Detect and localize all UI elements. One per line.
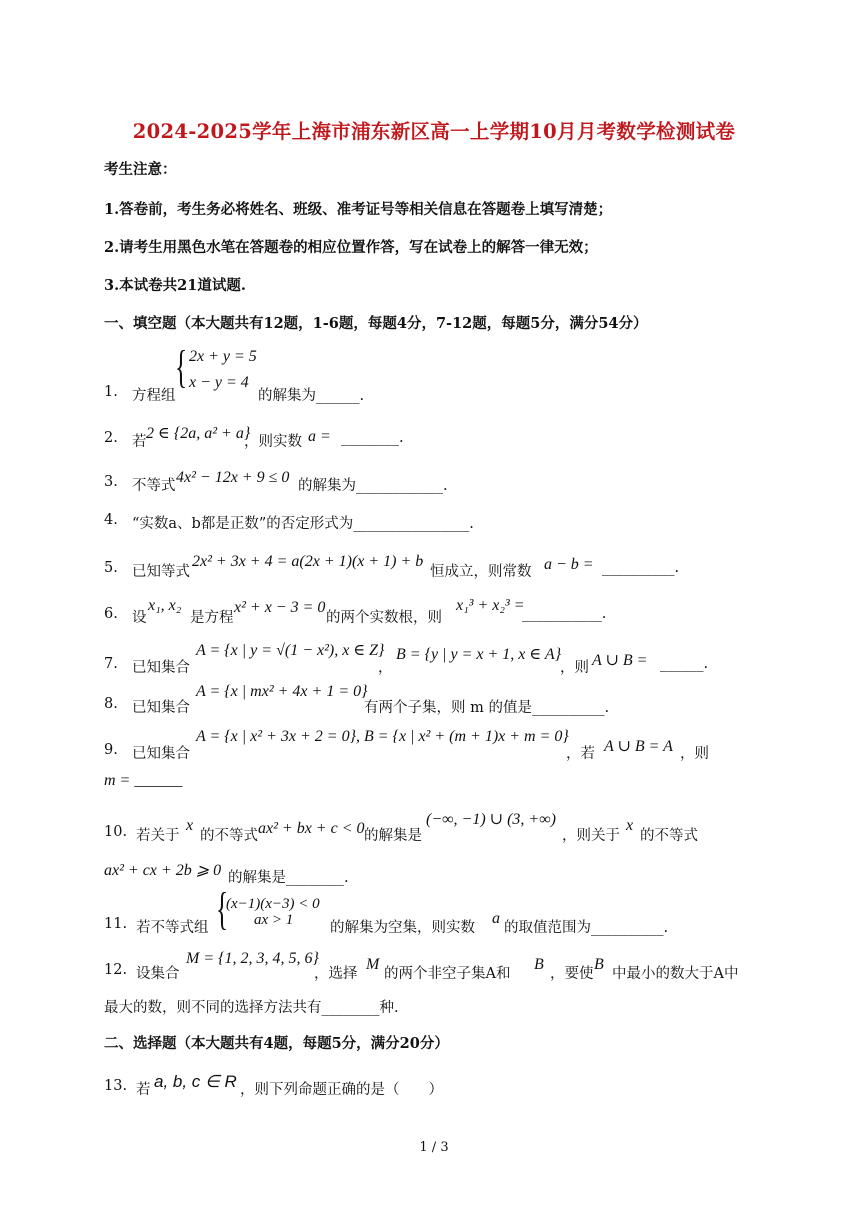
question-3-number: 3. — [104, 474, 118, 490]
notice-item-2: 2.请考生用黑色水笔在答题卷的相应位置作答，写在试卷上的解答一律无效； — [104, 239, 598, 256]
question-6-text: 是方程 — [190, 610, 234, 626]
question-10-prefix: 若关于 — [136, 828, 180, 844]
system-brace: { — [175, 341, 188, 392]
question-4-text: “实数a、b都是正数”的否定形式为________________. — [132, 516, 474, 532]
question-2-math: 2 ∈ {2a, a² + a} — [146, 425, 251, 442]
question-9-prefix: 已知集合 — [132, 746, 190, 762]
question-10-suffix: 的解集是________. — [228, 870, 349, 886]
question-10-variable: x — [186, 817, 194, 834]
notice-heading: 考生注意： — [104, 161, 177, 178]
question-10-number: 10. — [104, 824, 128, 840]
question-12-set: M = {1, 2, 3, 4, 5, 6} — [186, 950, 319, 967]
question-10-inequality: ax² + bx + c < 0 — [258, 820, 365, 837]
inequality-2: ax > 1 — [254, 912, 294, 928]
question-7-set-b: B = {y | y = x + 1, x ∈ A} — [396, 646, 562, 663]
question-2-number: 2. — [104, 430, 118, 446]
equation-1: 2x + y = 5 — [189, 348, 257, 365]
question-10-text-2: 的解集是 — [364, 828, 422, 844]
question-12-line-2: 最大的数，则不同的选择方法共有________种. — [104, 1000, 399, 1016]
question-3-prefix: 不等式 — [132, 478, 176, 494]
question-1-prefix: 方程组 — [132, 388, 176, 404]
page-title: 2024-2025学年上海市浦东新区高一上学期10月月考数学检测试卷 — [132, 120, 736, 143]
question-11-number: 11. — [104, 916, 128, 932]
question-2-prefix: 若 — [132, 434, 147, 450]
question-11-text: 的解集为空集，则实数 — [330, 920, 475, 936]
question-9-condition: A ∪ B = A — [604, 738, 673, 755]
question-10-inequality-2: ax² + cx + 2b ⩾ 0 — [104, 862, 222, 879]
question-5-blank: __________. — [602, 560, 680, 576]
question-12-text-3: ，要使 — [550, 966, 594, 982]
question-6-equation: x² + x − 3 = 0 — [234, 599, 326, 616]
equation-2: x − y = 4 — [189, 374, 249, 391]
question-8-number: 8. — [104, 696, 118, 712]
question-12-text: ，选择 — [314, 966, 358, 982]
question-13-prefix: 若 — [136, 1082, 151, 1098]
question-7-text: ，则 — [560, 660, 589, 676]
question-1-suffix: 的解集为______. — [258, 388, 365, 404]
question-8-set: A = {x | mx² + 4x + 1 = 0} — [196, 683, 368, 700]
question-12-text-2: 的两个非空子集A和 — [384, 966, 511, 982]
question-3-suffix: 的解集为____________. — [298, 478, 448, 494]
page-number: 1 / 3 — [419, 1140, 449, 1155]
question-2-variable: a = — [308, 428, 331, 445]
question-10-text-3: ，则关于 — [562, 828, 620, 844]
question-12-variable-m: M — [366, 956, 380, 973]
question-10-variable-2: x — [626, 817, 634, 834]
question-9-sets: A = {x | x² + 3x + 2 = 0}, B = {x | x² + (m + 1)x + m = 0} — [196, 728, 569, 745]
question-8-prefix: 已知集合 — [132, 700, 190, 716]
question-13-math: a, b, c ∈ R — [154, 1072, 237, 1091]
question-10-text-4: 的不等式 — [640, 828, 698, 844]
question-9-number: 9. — [104, 742, 118, 758]
question-5-math: 2x² + 3x + 4 = a(2x + 1)(x + 1) + b — [192, 553, 424, 570]
question-5-prefix: 已知等式 — [132, 564, 190, 580]
question-12-variable-b-2: B — [594, 956, 604, 973]
question-2-blank: ________. — [341, 430, 404, 446]
question-7-blank: ______. — [660, 656, 709, 672]
question-12-text-4: 中最小的数大于A中 — [612, 966, 739, 982]
question-7-number: 7. — [104, 656, 118, 672]
question-7-comma: ， — [378, 660, 393, 676]
question-5-text: 恒成立，则常数 — [430, 564, 532, 580]
question-6-blank: ___________. — [522, 606, 607, 622]
question-9-answer-line: m = ______ — [104, 772, 183, 789]
question-6-expression: x₁³ + x₂³ = — [456, 597, 525, 614]
inequality-1: (x−1)(x−3) < 0 — [226, 896, 320, 912]
section-heading-fill-in: 一、填空题（本大题共有12题，1-6题，每题4分，7-12题，每题5分，满分54分） — [104, 315, 648, 332]
question-11-variable: a — [492, 910, 500, 927]
question-9-then: ，则 — [680, 746, 709, 762]
question-12-variable-b: B — [534, 956, 544, 973]
question-10-text: 的不等式 — [200, 828, 258, 844]
system-brace: { — [216, 883, 229, 934]
question-2-text: ，则实数 — [244, 434, 302, 450]
question-7-prefix: 已知集合 — [132, 660, 190, 676]
notice-item-3: 3.本试卷共21道试题. — [104, 277, 246, 294]
question-13-number: 13. — [104, 1078, 128, 1094]
question-6-prefix: 设 — [132, 610, 147, 626]
question-1-number: 1. — [104, 384, 118, 400]
question-5-math-2: a − b = — [544, 556, 594, 573]
question-10-solution-set: (−∞, −1) ∪ (3, +∞) — [426, 811, 556, 828]
notice-item-1: 1.答卷前，考生务必将姓名、班级、准考证号等相关信息在答题卷上填写清楚； — [104, 201, 613, 218]
question-6-text-2: 的两个实数根，则 — [326, 610, 442, 626]
question-12-number: 12. — [104, 962, 128, 978]
question-11-suffix: 的取值范围为__________. — [504, 920, 669, 936]
question-3-math: 4x² − 12x + 9 ≤ 0 — [176, 469, 290, 486]
question-13-suffix: ，则下列命题正确的是（ ） — [240, 1082, 443, 1098]
question-9-text: ，若 — [566, 746, 595, 762]
question-6-number: 6. — [104, 606, 118, 622]
question-7-set-a: A = {x | y = √(1 − x²), x ∈ Z} — [196, 642, 385, 659]
question-5-number: 5. — [104, 560, 118, 576]
question-8-suffix: 有两个子集，则 m 的值是__________. — [364, 700, 610, 716]
section-heading-multiple-choice: 二、选择题（本大题共有4题，每题5分，满分20分） — [104, 1035, 449, 1052]
question-7-union: A ∪ B = — [592, 652, 648, 669]
question-11-prefix: 若不等式组 — [136, 920, 209, 936]
question-4-number: 4. — [104, 512, 118, 528]
question-12-prefix: 设集合 — [136, 966, 180, 982]
question-6-roots: x₁, x₂ — [148, 597, 182, 614]
